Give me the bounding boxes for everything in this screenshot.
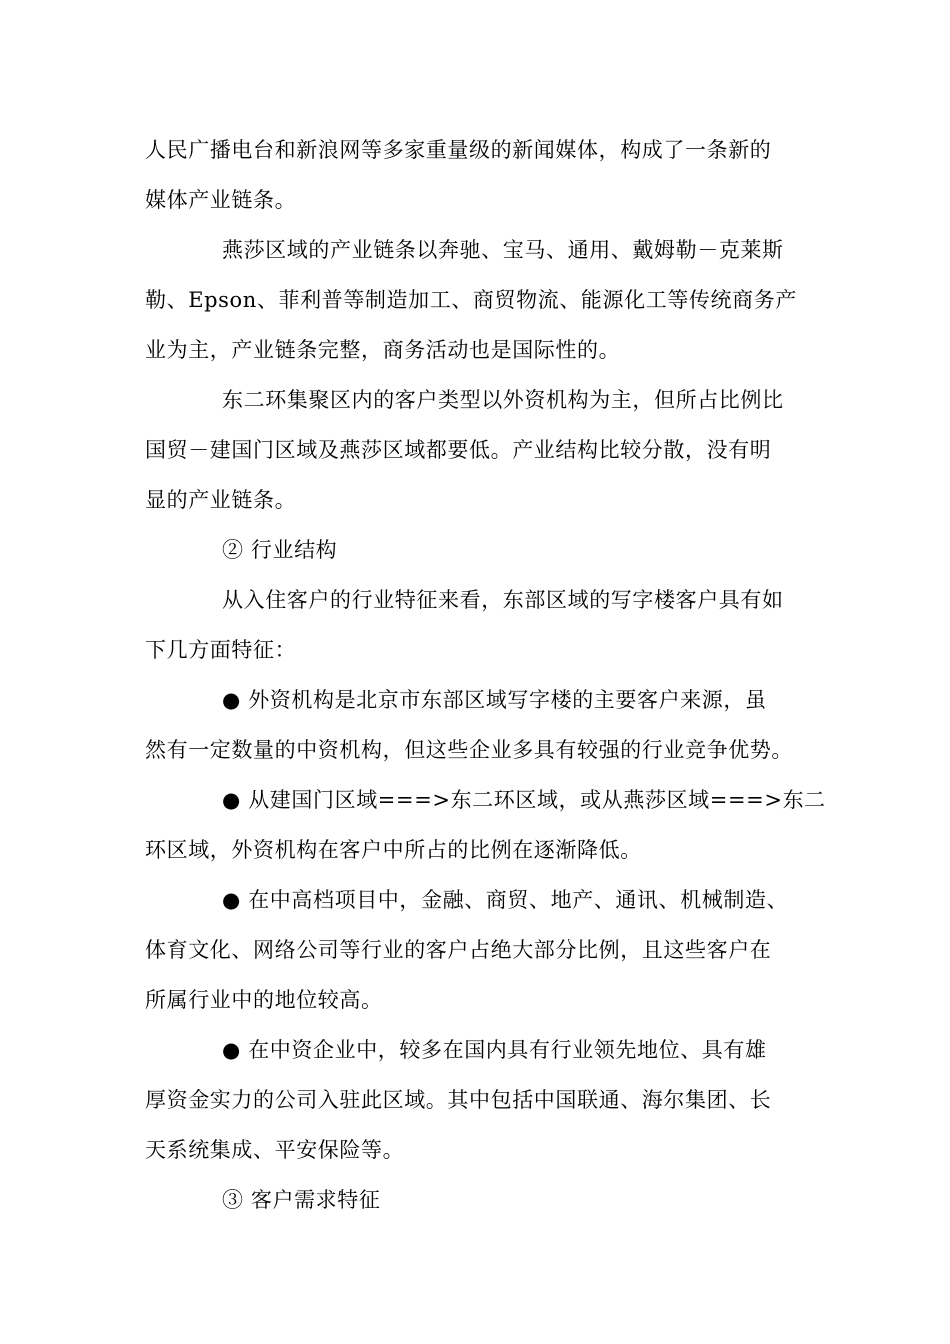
bullet-item-line: ● 从建国门区域===>东二环区域，或从燕莎区域===>东二 — [222, 788, 826, 812]
bullet-item-line: ● 外资机构是北京市东部区域写字楼的主要客户来源，虽 — [222, 688, 767, 712]
section-heading: ② 行业结构 — [222, 538, 338, 562]
section-heading: ③ 客户需求特征 — [222, 1188, 381, 1212]
text-line: 人民广播电台和新浪网等多家重量级的新闻媒体，构成了一条新的 — [145, 138, 772, 162]
text-line: 体育文化、网络公司等行业的客户占绝大部分比例，且这些客户在 — [145, 938, 772, 962]
text-line: 媒体产业链条。 — [145, 188, 297, 212]
text-line: 勒、Epson、菲利普等制造加工、商贸物流、能源化工等传统商务产 — [145, 288, 797, 312]
text-line: 厚资金实力的公司入驻此区域。其中包括中国联通、海尔集团、长 — [145, 1088, 772, 1112]
paragraph-start-line: 从入住客户的行业特征来看，东部区域的写字楼客户具有如 — [222, 588, 784, 612]
text-line: 天系统集成、平安保险等。 — [145, 1138, 405, 1162]
text-line: 业为主，产业链条完整，商务活动也是国际性的。 — [145, 338, 621, 362]
text-line: 显的产业链条。 — [145, 488, 297, 512]
text-line: 国贸－建国门区域及燕莎区域都要低。产业结构比较分散，没有明 — [145, 438, 772, 462]
paragraph-start-line: 东二环集聚区内的客户类型以外资机构为主，但所占比例比 — [222, 388, 784, 412]
text-line: 所属行业中的地位较高。 — [145, 988, 383, 1012]
text-line: 下几方面特征： — [145, 638, 297, 662]
bullet-item-line: ● 在中高档项目中，金融、商贸、地产、通讯、机械制造、 — [222, 888, 789, 912]
paragraph-start-line: 燕莎区域的产业链条以奔驰、宝马、通用、戴姆勒－克莱斯 — [222, 238, 784, 262]
text-line: 环区域，外资机构在客户中所占的比例在逐渐降低。 — [145, 838, 642, 862]
bullet-item-line: ● 在中资企业中，较多在国内具有行业领先地位、具有雄 — [222, 1038, 767, 1062]
text-line: 然有一定数量的中资机构，但这些企业多具有较强的行业竞争优势。 — [145, 738, 793, 762]
